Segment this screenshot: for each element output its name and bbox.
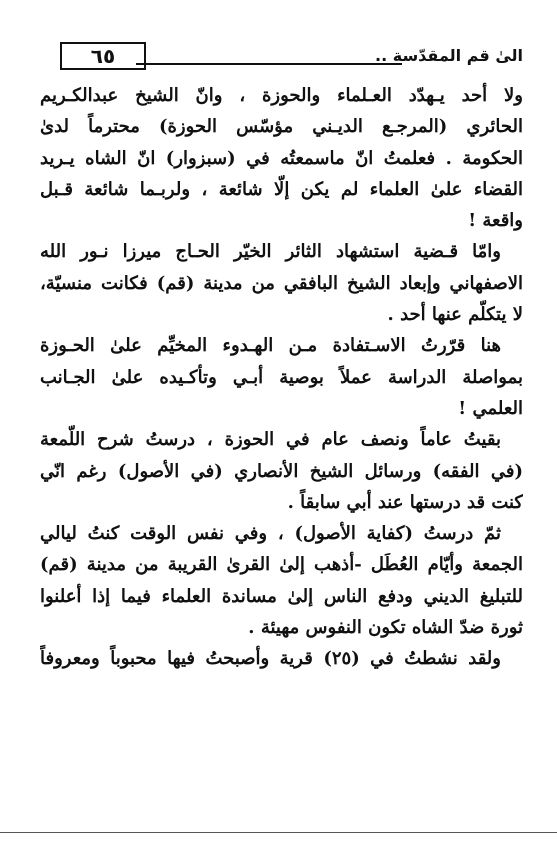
running-head xyxy=(40,42,523,72)
page-number: ٦٥ xyxy=(60,42,146,70)
text-line: بمواصلة الدراسة عملاً بوصية أبـي وتأكـيده علىٰ الجـانب xyxy=(40,366,523,388)
text-line: الجمعة وأيّام العُطَل -أذهب إلىٰ القرىٰ القريبة من مدينة (قم) xyxy=(40,554,523,576)
header-rule xyxy=(136,63,402,65)
text-line: الحكومة . فعلمتُ انّ ماسمعتُه في (سبزوار) انّ الشاه يـريد xyxy=(40,147,523,169)
text-line: لا يتكلّم عنها أحد . xyxy=(387,304,523,326)
text-line: ثورة ضدّ الشاه تكون النفوس مهيئة . xyxy=(248,617,523,639)
chapter-title: الىٰ قم المقدّسة .. xyxy=(375,46,523,65)
body-text xyxy=(40,80,523,675)
text-line: واقعة ! xyxy=(468,210,523,232)
text-line: ولقد نشطتُ في (٢٥) قرية وأصبحتُ فيها محبوباً ومعروفاً xyxy=(40,648,501,670)
text-line: ثمّ درستُ (كفاية الأصول) ، وفي نفس الوقت كنتُ ليالي xyxy=(40,523,501,545)
bottom-rule xyxy=(0,832,557,833)
text-line: القضاء علىٰ العلماء لم يكن إلّا شائعة ، ولربـما شائعة قـبل xyxy=(40,178,523,200)
text-line: ولا أحد يـهدّد العـلماء والحوزة ، وانّ الشيخ عبدالكـريم xyxy=(40,85,523,106)
text-line: (في الفقه) ورسائل الشيخ الأنصاري (في الأصول) رغم انّي xyxy=(40,460,523,482)
text-line: بقيتُ عاماً ونصف عام في الحوزة ، درستُ شرح اللّمعة xyxy=(40,429,501,451)
text-line: الاصفهاني وإبعاد الشيخ البافقي من مدينة (قم) فكانت منسيّة، xyxy=(40,272,523,294)
text-line: الحائري (المرجـع الديـني مؤسّس الحوزة) محترماً لدىٰ xyxy=(40,116,523,138)
text-line: كنت قد درستها عند أبي سابقاً . xyxy=(287,491,523,513)
text-line: للتبليغ الديني ودفع الناس إلىٰ مساندة العلماء فيما إذا أعلنوا xyxy=(40,585,523,607)
text-line: وامّا قـضية استشهاد الثائر الخيّر الحـاج ميرزا نـور الله xyxy=(40,241,501,263)
text-line: العلمي ! xyxy=(458,397,523,419)
text-line: هنا قرّرتُ الاسـتفادة مـن الهـدوء المخيِّم علىٰ الحـوزة xyxy=(40,335,501,357)
